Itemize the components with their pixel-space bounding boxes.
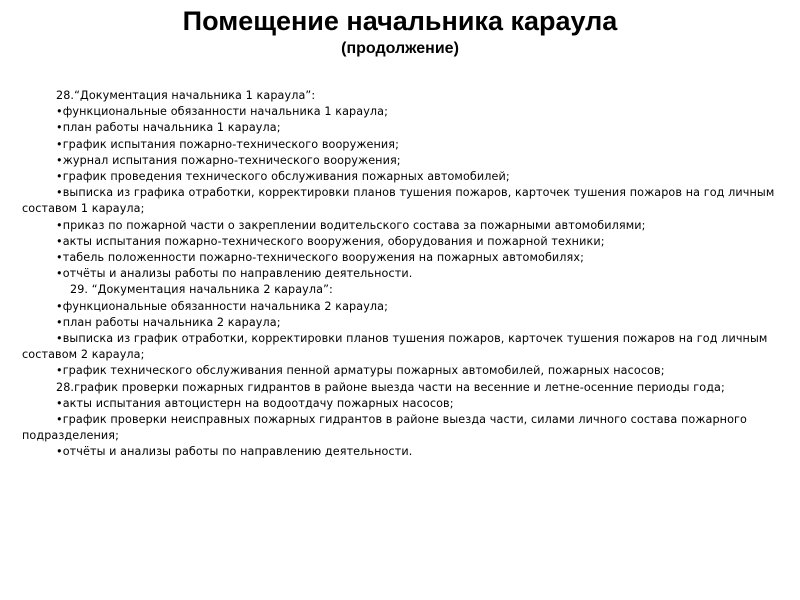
list-item: •график испытания пожарно-технического вооружения;	[56, 137, 399, 151]
list-item: •журнал испытания пожарно-технического вооружения;	[56, 153, 401, 167]
document-body	[22, 88, 792, 461]
section-heading: 29. “Документация начальника 2 караула”:	[70, 283, 333, 297]
slide-subtitle: (продолжение)	[341, 40, 459, 57]
list-item: •график проведения технического обслуживания пожарных автомобилей;	[56, 170, 510, 184]
list-item: •отчёты и анализы работы по направлению деятельности.	[56, 267, 413, 281]
list-item: •приказ по пожарной части о закреплении водительского состава за пожарными автомобилями;	[56, 218, 646, 232]
list-item: •план работы начальника 1 караула;	[56, 121, 281, 135]
list-item: •функциональные обязанности начальника 1 караула;	[56, 105, 389, 119]
list-item: 28.график проверки пожарных гидрантов в районе выезда части на весенние и летне-осенние периоды года;	[56, 380, 725, 394]
list-item: •график технического обслуживания пенной арматуры пожарных автомобилей, пожарных насосов;	[56, 364, 665, 378]
list-item: •план работы начальника 2 караула;	[56, 315, 281, 329]
list-item: •выписка из график отработки, корректировки планов тушения пожаров, карточек тушения пожаров на год личным составом 2 караула;	[22, 332, 768, 362]
slide-title: Помещение начальника караула	[182, 6, 618, 36]
list-item: •акты испытания пожарно-технического вооружения, оборудования и пожарной техники;	[56, 234, 605, 248]
list-item: •отчёты и анализы работы по направлению деятельности.	[56, 445, 413, 459]
list-item: •выписка из графика отработки, корректировки планов тушения пожаров, карточек тушения пожаров на год личным составом 1 караула;	[22, 186, 775, 216]
list-item: •табель положенности пожарно-технического вооружения на пожарных автомобилях;	[56, 251, 584, 265]
list-item: •акты испытания автоцистерн на водоотдачу пожарных насосов;	[56, 396, 454, 410]
section-heading: 28.“Документация начальника 1 караула”:	[56, 89, 316, 102]
list-item: •функциональные обязанности начальника 2 караула;	[56, 299, 389, 313]
list-item: •график проверки неисправных пожарных гидрантов в районе выезда части, силами личного состава пожарного подразделения;	[22, 413, 747, 443]
